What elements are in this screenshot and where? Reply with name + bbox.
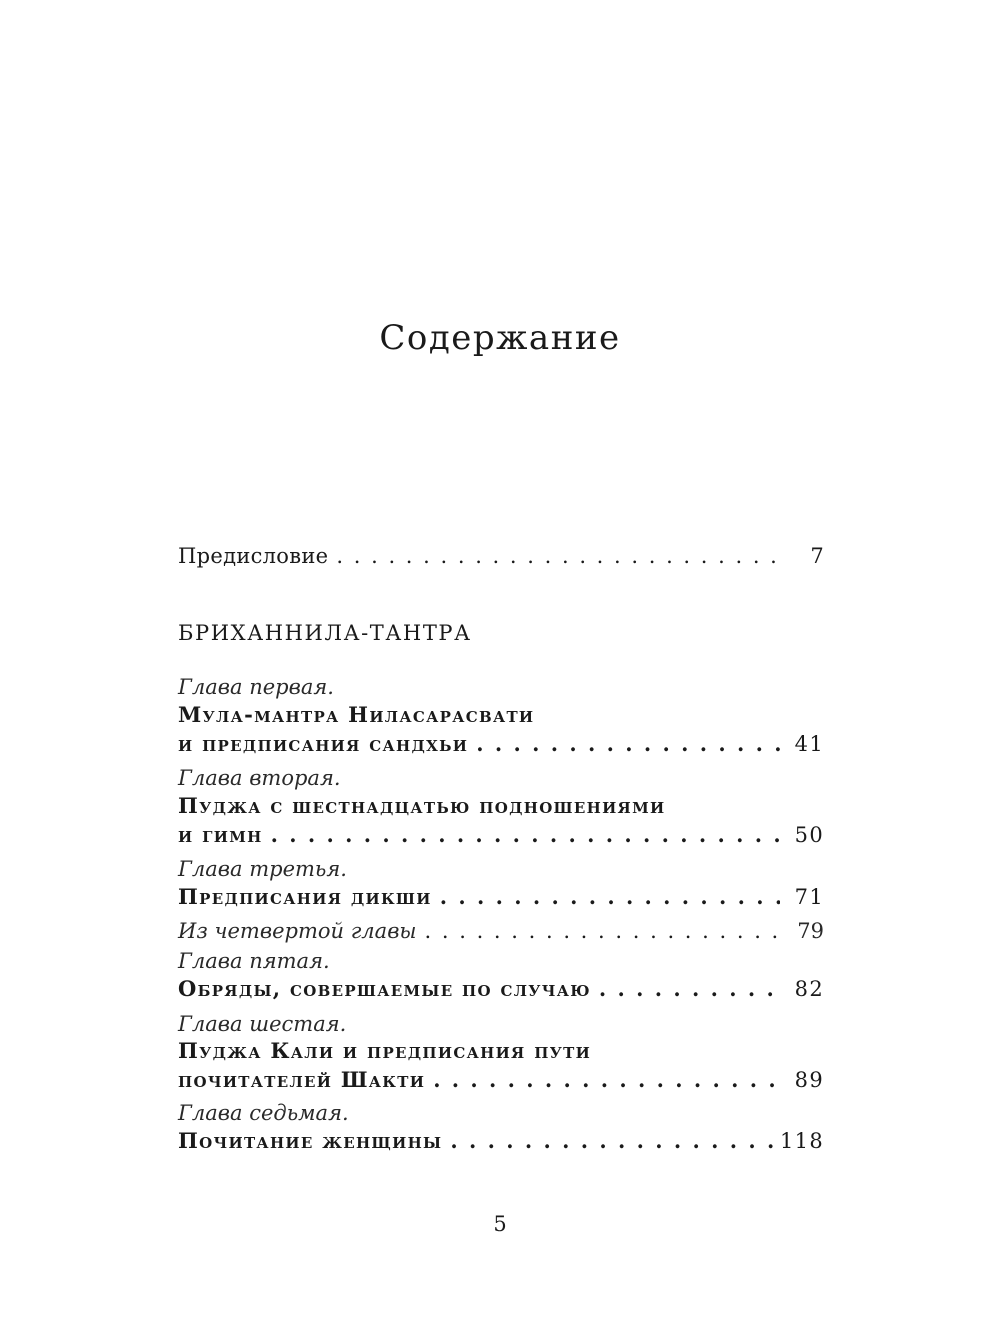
dot-leader: [476, 730, 780, 758]
chapter-title: Почитание женщины: [178, 1128, 443, 1153]
toc-entry-chapter-3[interactable]: [178, 883, 824, 911]
chapter-title: Пуджа с шестнадцатью подношениями: [178, 793, 666, 818]
toc-entry-chapter-2[interactable]: [178, 821, 824, 849]
chapter-title: Мула-мантра Ниласарасвати: [178, 702, 535, 727]
toc-entry-chapter-4[interactable]: [178, 917, 824, 945]
toc-entry-chapter-1[interactable]: [178, 730, 824, 758]
dot-leader: [433, 1066, 780, 1094]
dot-leader: [271, 821, 780, 849]
chapter-heading: Из четвертой главы: [178, 919, 417, 943]
dot-leader: [599, 975, 780, 1003]
chapter-title: и гимн: [178, 822, 263, 847]
dot-leader: [440, 883, 780, 911]
chapter-title: почитателей Шакти: [178, 1067, 426, 1092]
page-title: Содержание: [379, 318, 621, 358]
chapter-heading: Глава седьмая.: [178, 1101, 349, 1125]
toc-page-number: 82: [794, 977, 824, 1001]
dot-leader: [336, 542, 780, 570]
footer-page-number: 5: [493, 1212, 507, 1236]
chapter-heading: Глава шестая.: [178, 1012, 347, 1036]
chapter-title: Пуджа Кали и предписания пути: [178, 1038, 592, 1063]
dot-leader: [450, 1127, 776, 1155]
chapter-title: и предписания сандхьи: [178, 731, 469, 756]
toc-page-number: 118: [780, 1129, 824, 1153]
chapter-title: Обряды, совершаемые по случаю: [178, 976, 591, 1001]
toc-entry-chapter-7[interactable]: [178, 1127, 824, 1155]
chapter-title: Предписания дикши: [178, 884, 432, 909]
toc-page-number: 50: [794, 823, 824, 847]
chapter-heading: Глава пятая.: [178, 949, 330, 973]
chapter-heading: Глава первая.: [178, 675, 334, 699]
toc-page-number: 7: [810, 544, 824, 568]
section-heading: БРИХАННИЛА-ТАНТРА: [178, 621, 472, 645]
toc-entry-preface[interactable]: [178, 542, 824, 570]
toc-entry-chapter-6[interactable]: [178, 1066, 824, 1094]
chapter-heading: Глава третья.: [178, 857, 347, 881]
toc-page-number: 89: [794, 1068, 824, 1092]
toc-page-number: 71: [794, 885, 824, 909]
dot-leader: [425, 917, 780, 945]
toc-page-number: 79: [797, 919, 824, 943]
toc-entry-chapter-5[interactable]: [178, 975, 824, 1003]
toc-page-number: 41: [794, 732, 824, 756]
chapter-heading: Глава вторая.: [178, 766, 341, 790]
toc-entry-label: Предисловие: [178, 544, 329, 568]
